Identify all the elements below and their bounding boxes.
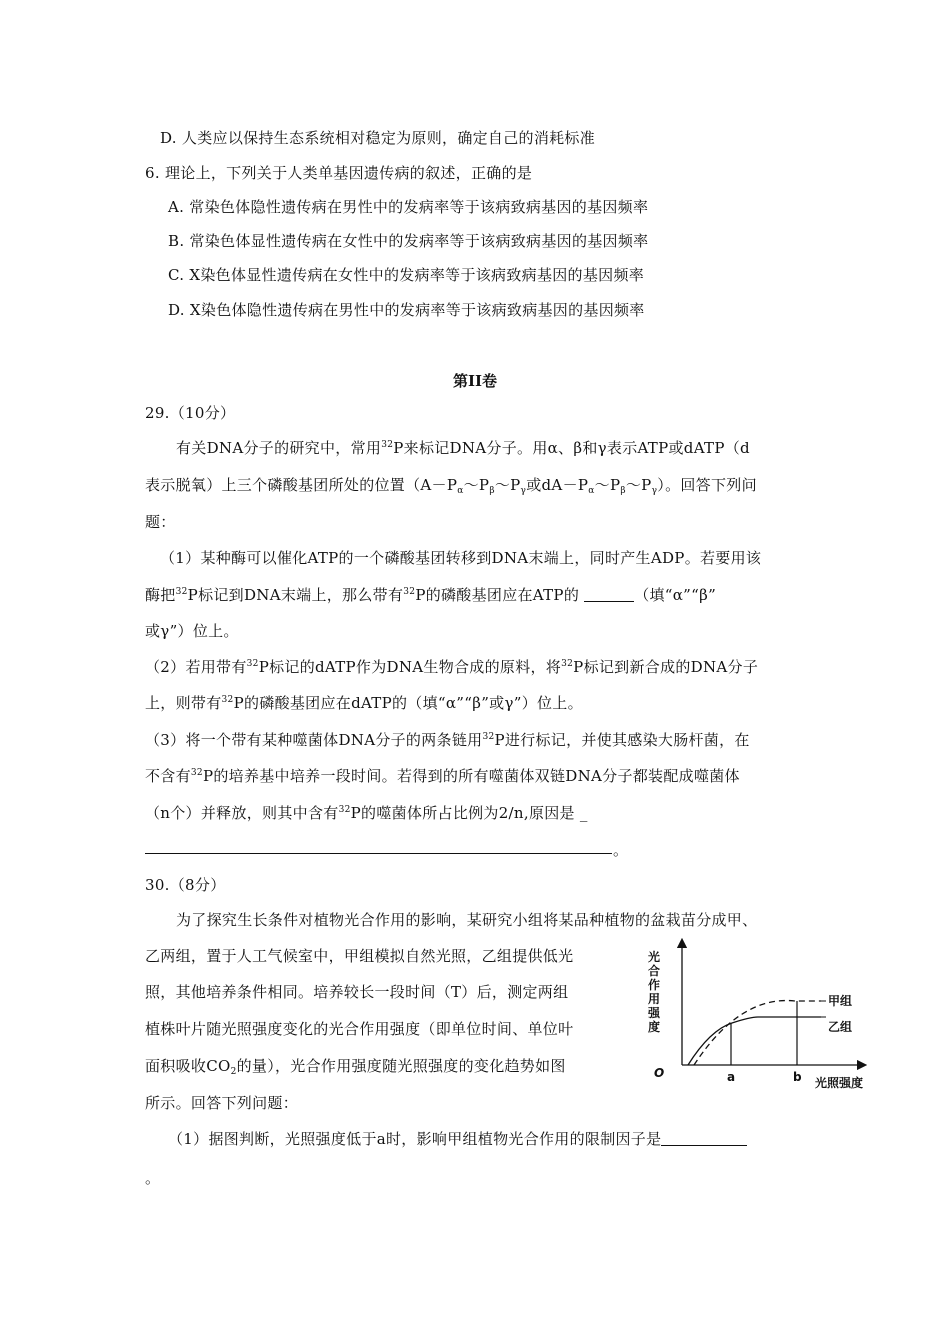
q6-option-a: A. 常染色体隐性遗传病在男性中的发病率等于该病致病基因的基因频率 (168, 198, 649, 216)
q29-intro-line2: 表示脱氧）上三个磷酸基团所处的位置（$A-P_\alpha\sim P_\beta\sim P_\gamma$或$dA-P_\alpha\sim P_\beta\sim P_\gamma$）。回答下列问 (145, 476, 757, 496)
curve-yi (688, 1017, 821, 1065)
ylabel-char: 光 (648, 950, 661, 964)
q30-intro-line6: 所示。回答下列问题： (145, 1094, 299, 1112)
q29-part3-line1: （3）将一个带有某种噬菌体DNA分子的两条链用$^{32}$P进行标记，并使其感染大肠杆菌，在 (145, 731, 750, 749)
q6-stem: 6. 理论上，下列关于人类单基因遗传病的叙述，正确的是 (145, 164, 533, 182)
ylabel-char: 用 (648, 992, 661, 1006)
q29-part2-line1: （2）若用带有$^{32}$P标记的dATP作为DNA生物合成的原料，将$^{32}$P标记到新合成的DNA分子 (145, 658, 759, 676)
ylabel-char: 度 (648, 1020, 661, 1034)
q30-part1-end: 。 (145, 1169, 161, 1187)
q29-part2-line2: 上，则带有$^{32}$P的磷酸基团应在dATP的（填“α”“β”或γ”）位上。 (145, 694, 583, 712)
x-axis-label: 光照强度 (815, 1076, 864, 1090)
q29-part1-line3: 或γ”）位上。 (145, 622, 239, 640)
q29-intro-line1: 有关DNA分子的研究中，常用$^{32}$P来标记DNA分子。用α、β和γ表示ATP或dATP（d (176, 439, 750, 457)
tick-b: b (793, 1070, 802, 1084)
q29-part3-line2: 不含有$^{32}$P的培养基中培养一段时间。若得到的所有噬菌体双链DNA分子都装配成噬菌体 (145, 767, 740, 785)
light-photosynthesis-figure (640, 935, 870, 1095)
answer-blank-1[interactable] (584, 587, 634, 602)
ylabel-char: 作 (648, 978, 661, 992)
q29-part1-line1: （1）某种酶可以催化ATP的一个磷酸基团转移到DNA末端上，同时产生ADP。若要用该 (160, 549, 762, 567)
q5-option-d: D. 人类应以保持生态系统相对稳定为原则，确定自己的消耗标准 (160, 129, 596, 147)
legend-yi: 乙组 (828, 1020, 853, 1034)
legend-jia: 甲组 (828, 994, 853, 1008)
y-axis-label (647, 949, 661, 1034)
curve-jia (694, 1001, 821, 1065)
answer-blank-2[interactable] (145, 853, 612, 854)
q30-intro-line3: 照，其他培养条件相同。培养较长一段时间（T）后，测定两组 (145, 983, 569, 1001)
q30-intro-line5: 面积吸收$CO_2$的量），光合作用强度随光照强度的变化趋势如图 (145, 1057, 566, 1077)
q30-intro-line2: 乙两组，置于人工气候室中，甲组模拟自然光照，乙组提供低光 (145, 947, 574, 965)
ylabel-char: 合 (648, 964, 661, 978)
q29-part1-line2: 酶把$^{32}$P标记到DNA末端上，那么带有$^{32}$P的磷酸基团应在ATP的 （填“α”“β” (145, 586, 717, 604)
q6-option-b: B. 常染色体显性遗传病在女性中的发病率等于该病致病基因的基因频率 (168, 232, 649, 250)
q29-part3-end: 。 (613, 841, 629, 859)
q30-intro-line4: 植株叶片随光照强度变化的光合作用强度（即单位时间、单位叶 (145, 1020, 574, 1038)
q29-part3-line3: （n个）并释放，则其中含有$^{32}$P的噬菌体所占比例为2/n,原因是 _ (145, 804, 588, 822)
q6-option-c: C. X染色体显性遗传病在女性中的发病率等于该病致病基因的基因频率 (168, 266, 645, 284)
q29-header: 29.（10分） (145, 404, 236, 422)
q30-part1: （1）据图判断，光照强度低于a时，影响甲组植物光合作用的限制因子是 (168, 1129, 747, 1149)
ylabel-char: 强 (648, 1006, 661, 1020)
q6-option-d: D. X染色体隐性遗传病在男性中的发病率等于该病致病基因的基因频率 (168, 301, 645, 319)
figure-svg (640, 935, 870, 1095)
q30-intro-line1: 为了探究生长条件对植物光合作用的影响，某研究小组将某品种植物的盆栽苗分成甲、 (176, 911, 758, 929)
q30-header: 30.（8分） (145, 876, 226, 894)
origin-label: O (654, 1066, 665, 1080)
tick-a: a (727, 1070, 736, 1084)
section-title: 第II卷 (452, 372, 498, 390)
q29-intro-line3: 题： (145, 513, 176, 531)
answer-blank-3[interactable] (661, 1131, 747, 1146)
